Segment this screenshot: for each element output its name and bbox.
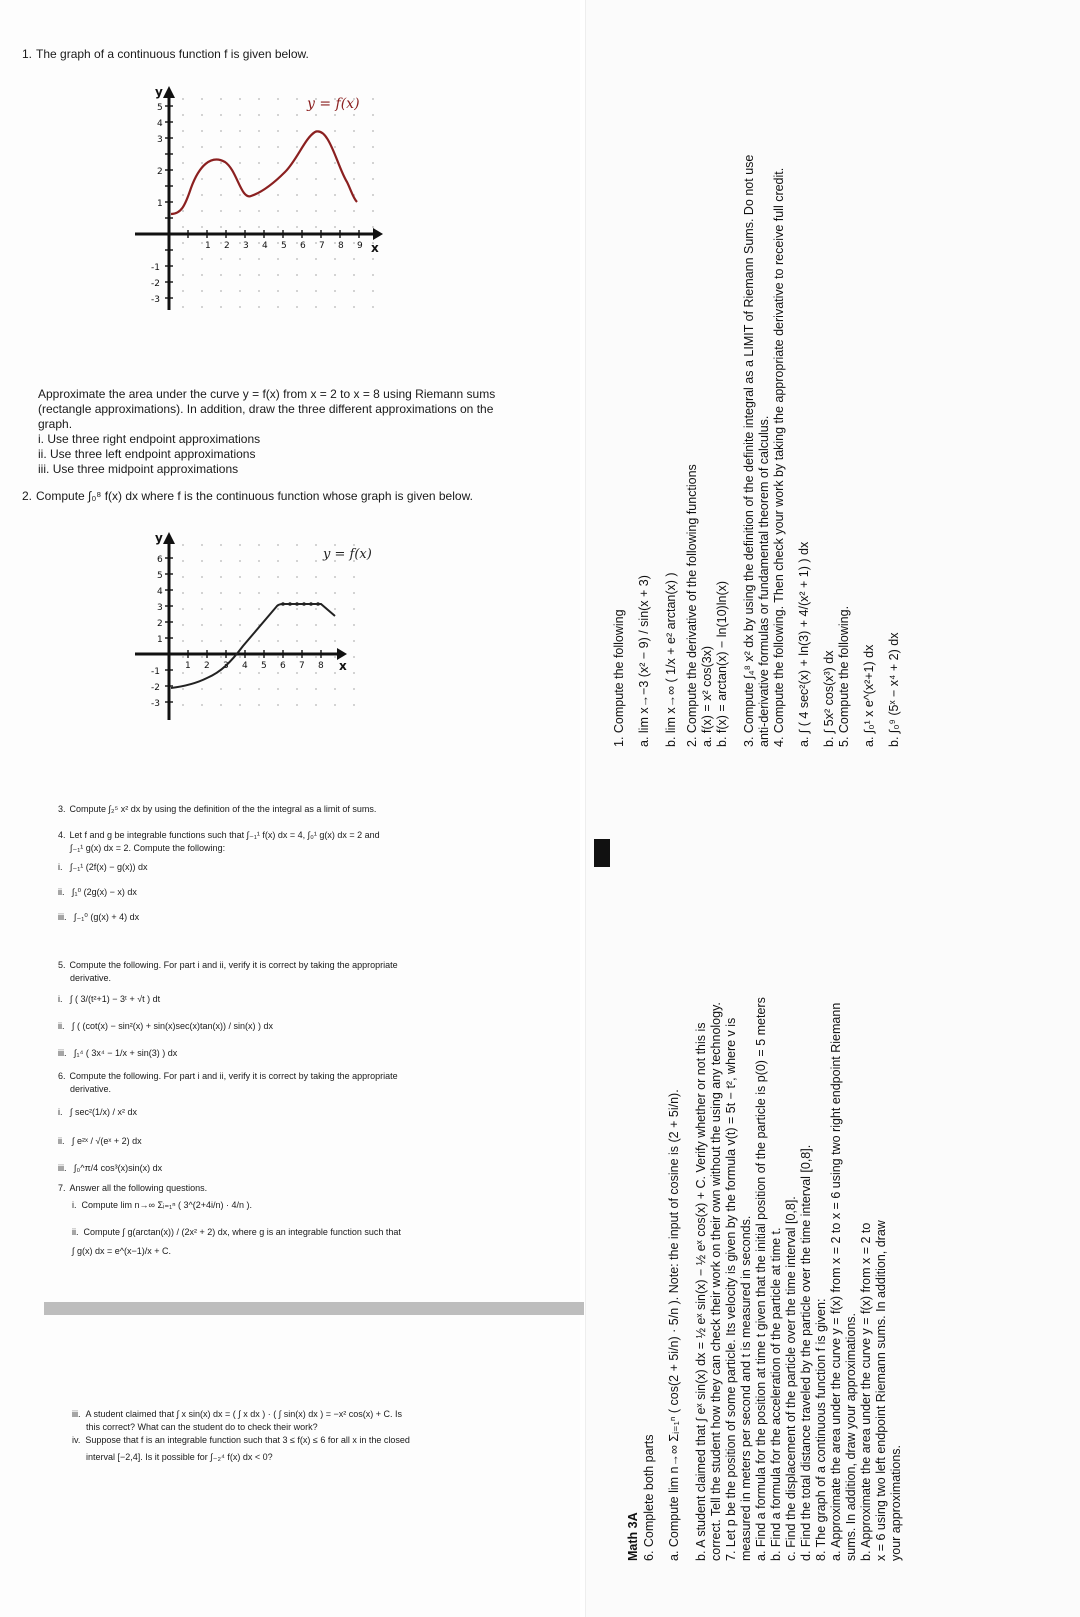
graph-2-axis-x-label: x xyxy=(339,659,347,673)
q1-item-ii: ii. Use three left endpoint approximations xyxy=(38,447,256,461)
svg-text:1: 1 xyxy=(157,199,163,209)
q6-text-line-1: Compute the following. For part i and ii, verify it is correct by taking the appropriate xyxy=(69,1071,398,1081)
q6-item-ii: ii. ∫ e²ˣ / √(eˣ + 2) dx xyxy=(58,1136,142,1146)
q5 xyxy=(58,959,578,1060)
svg-text:7: 7 xyxy=(319,241,325,251)
right-a-line-5: measured in meters per second and t is measured in seconds. xyxy=(739,1215,753,1561)
right-b-line-7: anti-derivative formulas or fundamental theorem of calculus. xyxy=(757,415,771,747)
q6-item-i: i. ∫ sec²(1/x) / x² dx xyxy=(58,1107,137,1117)
right-b-line-0: 1. Compute the following xyxy=(612,609,626,747)
right-worksheet-page xyxy=(585,0,1080,1617)
right-b-line-2: b. lim x→∞ ( 1/x + e² arctan(x) ) xyxy=(664,572,678,747)
right-a-line-0: 6. Complete both parts xyxy=(642,1434,656,1561)
q3-number: 3. xyxy=(58,804,66,814)
right-b-line-4: a. f(x) = x² cos(3x) xyxy=(700,645,714,747)
q7-number: 7. xyxy=(58,1183,66,1193)
svg-text:1: 1 xyxy=(157,635,163,645)
q2-number: 2. xyxy=(22,489,33,503)
right-a-line-8: c. Find the displacement of the particle over the time interval [0,8]. xyxy=(784,1196,798,1561)
right-header: Math 3A xyxy=(626,1512,640,1561)
q5-text-line-2: derivative. xyxy=(70,973,112,983)
q3-text: Compute ∫₂⁵ x² dx by using the definition of the the integral as a limit of sums. xyxy=(69,804,377,814)
right-b-line-3: 2. Compute the derivative of the following functions xyxy=(685,464,699,747)
graph-2-y-arrow xyxy=(163,532,175,544)
q4-number: 4. xyxy=(58,830,66,840)
svg-text:4: 4 xyxy=(157,587,163,597)
q1-item-iii: iii. Use three midpoint approximations xyxy=(38,462,239,476)
svg-text:9: 9 xyxy=(357,241,363,251)
graph-2-label: y = f(x) xyxy=(323,547,372,562)
svg-text:1: 1 xyxy=(205,241,211,251)
graph-2-axis-y-label: y xyxy=(155,531,163,545)
right-a-line-4: 7. Let p be the position of some particle. Its velocity is given by the formula v(t) = 5t − t², where v is xyxy=(724,1017,738,1561)
right-b-line-11: 5. Compute the following. xyxy=(837,605,851,747)
q3 xyxy=(58,803,578,816)
q7-item-iv-cont: interval [−2,4]. Is it possible for ∫₋₂⁴ f(x) dx < 0? xyxy=(86,1452,273,1462)
graph-1-label: y = f(x) xyxy=(307,96,360,112)
q5-item-i: i. ∫ ( 3/(t²+1) − 3ᵗ + √t ) dt xyxy=(58,994,161,1004)
redaction-bar xyxy=(594,839,610,867)
right-b-line-12: a. ∫₀¹ x e^(x²+1) dx xyxy=(862,644,876,747)
svg-text:3: 3 xyxy=(157,135,163,145)
right-a-line-3: correct. Tell the student how they can check their work on their own without the using any technology. xyxy=(709,1002,723,1561)
right-b-line-13: b. ∫₀⁹ (5ˣ − x⁴ + 2) dx xyxy=(887,632,901,747)
graph-1-svg xyxy=(125,82,405,327)
q2-prompt-text: Compute ∫₀⁸ f(x) dx where f is the continuous function whose graph is given below. xyxy=(36,489,473,503)
q4-item-ii: ii. ∫₁⁰ (2g(x) − x) dx xyxy=(58,887,137,897)
svg-text:-3: -3 xyxy=(151,295,160,305)
q7-item-i: i. Compute lim n→∞ Σᵢ₌₁ⁿ ( 3^(2+4i/n) · 4/n ). xyxy=(72,1200,253,1210)
graph-1-axis-x-label: x xyxy=(371,241,379,255)
right-a-line-12: sums. In addition, draw your approximations. xyxy=(844,1312,858,1561)
svg-text:3: 3 xyxy=(223,661,229,671)
rotated-worksheet-content xyxy=(586,57,1080,1617)
svg-text:-1: -1 xyxy=(151,263,160,273)
right-b-line-9: a. ∫ ( 4 sec²(x) + ln(3) + 4/(x² + 1) ) dx xyxy=(797,541,811,747)
svg-text:5: 5 xyxy=(281,241,287,251)
svg-text:-2: -2 xyxy=(151,279,160,289)
svg-text:2: 2 xyxy=(224,241,230,251)
right-a-line-1: a. Compute lim n→∞ Σᵢ₌₁ⁿ ( cos(2 + 5i/n) · 5/n ). Note: the input of cosine is (2 + 5i/n). xyxy=(667,1089,681,1561)
q1-prompt xyxy=(22,47,562,62)
q4-text-line-2: ∫₋₁¹ g(x) dx = 2. Compute the following: xyxy=(70,843,226,853)
q7-item-iv: iv. Suppose that f is an integrable function such that 3 ≤ f(x) ≤ 6 for all x in the closed xyxy=(72,1435,410,1445)
q6 xyxy=(58,1070,578,1175)
q1-prompt-text: The graph of a continuous function f is given below. xyxy=(36,47,309,61)
svg-text:-2: -2 xyxy=(151,683,160,693)
q1-text-line-3: graph. xyxy=(38,417,73,431)
q2-prompt xyxy=(22,489,542,504)
right-col-b xyxy=(612,155,902,747)
svg-text:5: 5 xyxy=(157,103,163,113)
svg-text:-3: -3 xyxy=(151,699,160,709)
svg-text:4: 4 xyxy=(242,661,248,671)
svg-text:2: 2 xyxy=(204,661,210,671)
right-b-line-5: b. f(x) = arctan(x) − ln(10)ln(x) xyxy=(715,580,729,747)
q7-item-iii: iii. A student claimed that ∫ x sin(x) dx = ( ∫ x dx ) · ( ∫ sin(x) dx ) = −x² cos(x) + C. Is xyxy=(72,1409,402,1419)
q5-item-iii: iii. ∫₁⁴ ( 3x⁴ − 1/x + sin(3) ) dx xyxy=(58,1048,178,1058)
q6-number: 6. xyxy=(58,1071,66,1081)
q5-item-ii: ii. ∫ ( (cot(x) − sin²(x) + sin(x)sec(x)tan(x)) / sin(x) ) dx xyxy=(58,1021,273,1031)
right-col-a xyxy=(642,997,904,1561)
q1-text-line-1: Approximate the area under the curve y = f(x) from x = 2 to x = 8 using Riemann sums xyxy=(38,387,496,401)
svg-text:5: 5 xyxy=(157,571,163,581)
graph-1 xyxy=(125,82,405,327)
q1-number: 1. xyxy=(22,47,33,61)
right-b-line-10: b. ∫ 5x² cos(x³) dx xyxy=(822,650,836,747)
svg-text:8: 8 xyxy=(318,661,324,671)
q4 xyxy=(58,829,578,924)
svg-text:2: 2 xyxy=(157,619,163,629)
q7-item-ii-cont: ∫ g(x) dx = e^(x−1)/x + C. xyxy=(72,1246,171,1256)
svg-text:3: 3 xyxy=(157,603,163,613)
q5-number: 5. xyxy=(58,960,66,970)
right-b-line-8: 4. Compute the following. Then check your work by taking the appropriate derivative to receive full credit. xyxy=(772,167,786,747)
graph-2 xyxy=(125,528,385,728)
graph-1-axis-y-label: y xyxy=(155,85,163,99)
right-a-line-15: your approximations. xyxy=(889,1444,903,1561)
svg-text:6: 6 xyxy=(280,661,286,671)
q6-text-line-2: derivative. xyxy=(70,1084,112,1094)
q1-text-line-2: (rectangle approximations). In addition, draw the three different approximations on the xyxy=(38,402,494,416)
svg-text:8: 8 xyxy=(338,241,344,251)
q1-text xyxy=(38,387,518,477)
svg-text:6: 6 xyxy=(157,555,163,565)
right-a-line-11: a. Approximate the area under the curve y = f(x) from x = 2 to x = 6 using two right endpoint Riemann xyxy=(829,1002,843,1561)
scan-divider-bar xyxy=(44,1302,584,1315)
q7-item-iii-cont: this correct? What can the student do to check their work? xyxy=(86,1422,318,1432)
svg-text:5: 5 xyxy=(261,661,267,671)
q4-item-i: i. ∫₋₁¹ (2f(x) − g(x)) dx xyxy=(58,862,148,872)
graph-2-grid xyxy=(165,540,365,720)
right-a-line-10: 8. The graph of a continuous function f is given: xyxy=(814,1298,828,1561)
right-a-line-6: a. Find a formula for the position at time t given that the initial position of the particle is p(0) = 5 meters xyxy=(754,997,768,1561)
right-a-line-2: b. A student claimed that ∫ eˣ sin(x) dx = ½ eˣ sin(x) − ½ eˣ cos(x) + C. Verify whether or not this is xyxy=(694,1022,708,1561)
right-a-line-13: b. Approximate the area under the curve y = f(x) from x = 2 to xyxy=(859,1222,873,1561)
q6-item-iii: iii. ∫₀^π/4 cos³(x)sin(x) dx xyxy=(58,1163,163,1173)
right-a-line-14: x = 6 using two left endpoint Riemann sums. In addition, draw xyxy=(874,1220,888,1561)
svg-text:-1: -1 xyxy=(151,667,160,677)
right-b-line-1: a. lim x→−3 (x² − 9) / sin(x + 3) xyxy=(637,575,651,747)
svg-text:2: 2 xyxy=(157,167,163,177)
svg-text:6: 6 xyxy=(300,241,306,251)
q7-text: Answer all the following questions. xyxy=(69,1183,208,1193)
right-a-line-9: d. Find the total distance traveled by the particle over the time interval [0,8]. xyxy=(799,1144,813,1561)
graph-2-svg xyxy=(125,528,385,728)
svg-text:4: 4 xyxy=(157,119,163,129)
q1-item-i: i. Use three right endpoint approximations xyxy=(38,432,261,446)
svg-text:7: 7 xyxy=(299,661,305,671)
svg-text:3: 3 xyxy=(243,241,249,251)
q4-text-line-1: Let f and g be integrable functions such that ∫₋₁¹ f(x) dx = 4, ∫₀¹ g(x) dx = 2 and xyxy=(69,830,380,840)
right-b-line-6: 3. Compute ∫₄⁸ x² dx by using the definition of the definite integral as a LIMIT of Riemann Sums. Do not use xyxy=(742,154,756,747)
q7 xyxy=(58,1182,578,1258)
graph-1-grid xyxy=(165,92,385,312)
svg-text:4: 4 xyxy=(262,241,268,251)
right-a-line-7: b. Find a formula for the acceleration of the particle at time t. xyxy=(769,1227,783,1561)
svg-text:1: 1 xyxy=(185,661,191,671)
q4-item-iii: iii. ∫₋₁⁰ (g(x) + 4) dx xyxy=(58,912,140,922)
q5-text-line-1: Compute the following. For part i and ii, verify it is correct by taking the appropriate xyxy=(69,960,398,970)
q7-item-ii: ii. Compute ∫ g(arctan(x)) / (2x² + 2) dx, where g is an integrable function such that xyxy=(72,1227,401,1237)
q7-continued xyxy=(72,1408,582,1464)
